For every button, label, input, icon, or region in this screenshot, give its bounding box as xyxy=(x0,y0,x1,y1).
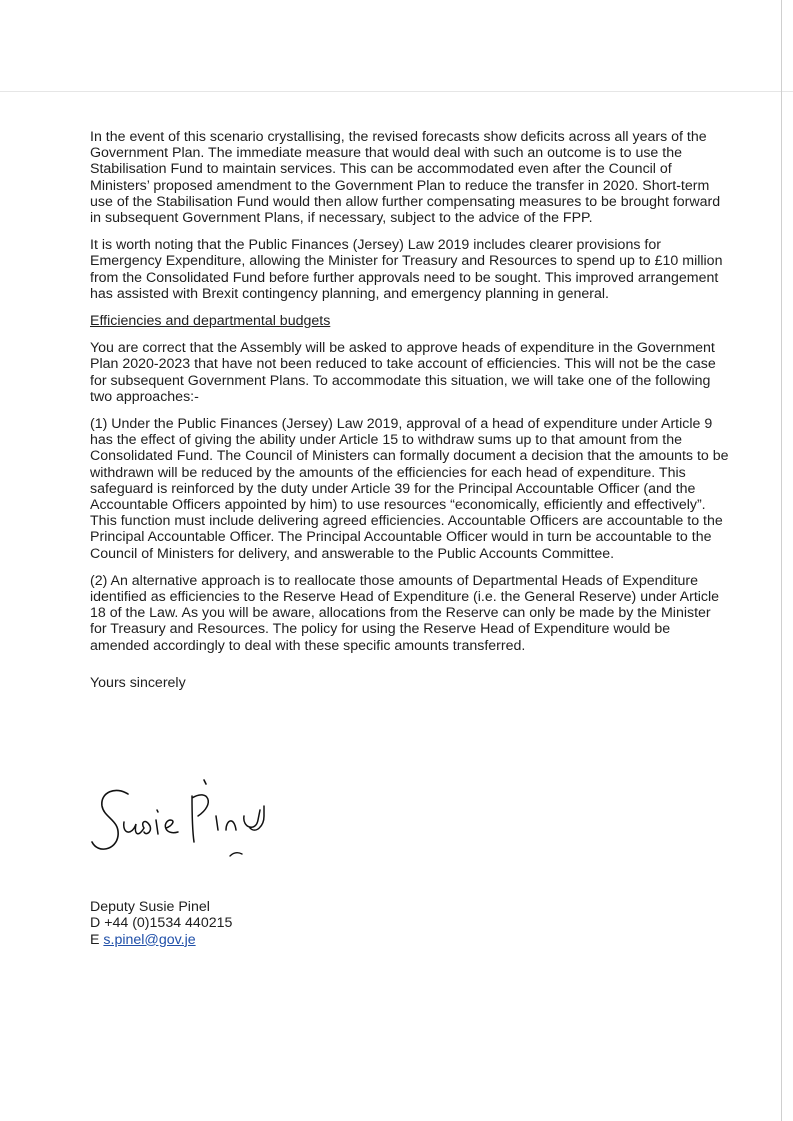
scan-edge-top xyxy=(0,91,793,92)
signatory-email-line xyxy=(90,932,232,948)
signature-block xyxy=(90,899,232,948)
paragraph-approach-1: (1) Under the Public Finances (Jersey) Law 2019, approval of a head of expenditure under Article 9 has the effect of giving the ability under Article 15 to withdraw sums up to that amount from the Consolidated Fund. The Council of Ministers can formally document a decision that the amounts to be withdrawn will be reduced by the amounts of the efficiencies for each head of expenditure. This safeguard is reinforced by the duty under Article 39 for the Principal Accountable Officer (and the Accountable Officers appointed by him) to use resources “economically, efficiently and effectively”. This function must include delivering agreed efficiencies. Accountable Officers are accountable to the Principal Accountable Officer. The Principal Accountable Officer would in turn be accountable to the Council of Ministers for delivery, and answerable to the Public Accounts Committee. xyxy=(90,416,729,562)
paragraph-emergency-expenditure: It is worth noting that the Public Finances (Jersey) Law 2019 includes clearer provisions for Emergency Expenditure, allowing the Minister for Treasury and Resources to spend up to £10 million from the Consolidated Fund before further approvals need to be sought. This improved arrangement has assisted with Brexit contingency planning, and emergency planning in general. xyxy=(90,237,723,302)
scan-edge-right xyxy=(781,0,782,1121)
email-prefix: E xyxy=(90,931,104,948)
signatory-name: Deputy Susie Pinel xyxy=(90,899,210,915)
handwritten-signature xyxy=(88,776,308,866)
section-heading-efficiencies: Efficiencies and departmental budgets xyxy=(90,313,331,330)
paragraph-scenario: In the event of this scenario crystallising, the revised forecasts show deficits across all years of the Government Plan. The immediate measure that would deal with such an outcome is to use the Stabilisation Fund to maintain services. This can be accommodated even after the Council of Ministers’ proposed amendment to the Government Plan to reduce the transfer in 2020. Short-term use of the Stabilisation Fund would then allow further compensating measures to be brought forward in subsequent Government Plans, if necessary, subject to the advice of the FPP. xyxy=(90,129,721,227)
email-link[interactable]: s.pinel@gov.je xyxy=(103,931,196,948)
paragraph-approach-intro: You are correct that the Assembly will be asked to approve heads of expenditure in the Government Plan 2020-2023 that have not been reduced to take account of efficiencies. This will not be the case for subsequent Government Plans. To accommodate this situation, we will take one of the following two approaches:- xyxy=(90,340,716,405)
closing-salutation: Yours sincerely xyxy=(90,674,186,691)
paragraph-approach-2: (2) An alternative approach is to reallocate those amounts of Departmental Heads of Expenditure identified as efficiencies to the Reserve Head of Expenditure (i.e. the General Reserve) under Article 18 of the Law. As you will be aware, allocations from the Reserve can only be made by the Minister for Treasury and Resources. The policy for using the Reserve Head of Expenditure would be amended accordingly to deal with these specific amounts transferred. xyxy=(90,572,720,654)
letter-body xyxy=(90,129,730,691)
signatory-phone: D +44 (0)1534 440215 xyxy=(90,915,233,932)
